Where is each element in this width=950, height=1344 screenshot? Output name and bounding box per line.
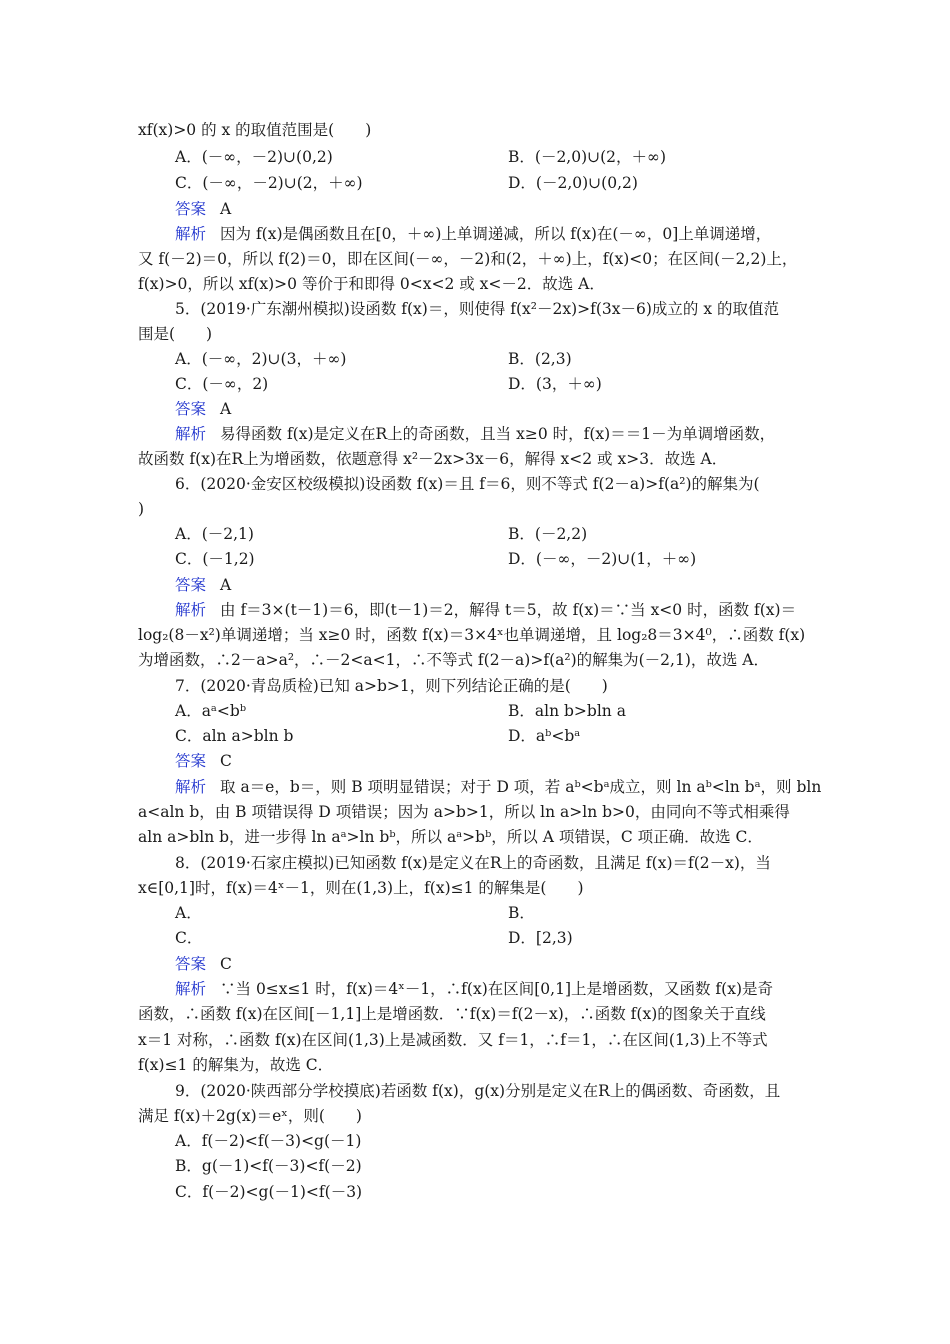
q8-stem: 8．(2019·石家庄模拟)已知函数 f(x)是定义在R上的奇函数，且满足 f(x)＝f(2－x)，当: [175, 854, 771, 872]
q7-analysis-line: 解析 取 a＝e，b＝，则 B 项明显错误；对于 D 项，若 aᵇ<bᵃ成立，则 ln aᵇ<ln bᵃ，则 bln: [175, 778, 822, 796]
q4-stem: xf(x)>0 的 x 的取值范围是( ): [138, 121, 372, 139]
q6-choice-a: A．(－2,1): [175, 525, 254, 543]
q9-stem: 9．(2020·陕西部分学校摸底)若函数 f(x)，g(x)分别是定义在R上的偶函数、奇函数，且: [175, 1082, 781, 1100]
q6-stem: ): [138, 500, 145, 518]
answer-label: 答案: [175, 752, 207, 770]
q5-choice-a: A．(－∞，2)∪(3，＋∞): [175, 350, 347, 368]
q4-choice-b: B．(－2,0)∪(2，＋∞): [508, 148, 666, 166]
q5-answer: [175, 397, 855, 421]
q8-choice-d: D．[2,3): [508, 929, 573, 947]
q7-choice-a: A．aᵃ<bᵇ: [175, 702, 247, 720]
q6-analysis-line: 解析 由 f＝3×(t－1)＝6，即(t－1)＝2，解得 t＝5，故 f(x)＝∵当 x<0 时，函数 f(x)＝: [175, 601, 797, 619]
q8-analysis-line: 解析 ∵当 0≤x≤1 时，f(x)＝4ˣ－1，∴f(x)在区间[0,1]上是增函数，又函数 f(x)是奇: [175, 980, 773, 998]
q9-choice-a: A．f(－2)<f(－3)<g(－1): [175, 1132, 362, 1150]
analysis-label: 解析: [175, 225, 207, 243]
q4-answer: [175, 197, 855, 221]
q4-choice-c: C．(－∞，－2)∪(2，＋∞): [175, 174, 363, 192]
q4-choice-a: A．(－∞，－2)∪(0,2): [175, 148, 333, 166]
q6-choice-c: C．(－1,2): [175, 550, 255, 568]
q8-choice-b: B．: [508, 904, 535, 922]
q4-analysis-line: 又 f(－2)＝0，所以 f(2)＝0，即在区间(－∞，－2)和(2，＋∞)上，f(x)<0；在区间(－2,2)上，: [138, 250, 798, 268]
analysis-label: 解析: [175, 425, 207, 443]
answer-label: 答案: [175, 576, 207, 594]
q8-answer: [175, 952, 855, 976]
q7-stem: 7．(2020·青岛质检)已知 a>b>1，则下列结论正确的是( ): [175, 677, 608, 695]
answer-value: C: [220, 955, 232, 973]
answer-value: A: [220, 200, 232, 218]
q8-analysis-line: x＝1 对称，∴函数 f(x)在区间(1,3)上是减函数．又 f＝1，∴f＝1，∴在区间(1,3)上不等式: [138, 1031, 768, 1049]
q7-analysis-line: a<aln b，由 B 项错误得 D 项错误；因为 a>b>1，所以 ln a>ln b>0，由同向不等式相乘得: [138, 803, 790, 821]
q6-choice-b: B．(－2,2): [508, 525, 588, 543]
q5-stem: 5．(2019·广东潮州模拟)设函数 f(x)＝，则使得 f(x²－2x)>f(3x－6)成立的 x 的取值范: [175, 300, 780, 318]
answer-value: A: [220, 400, 232, 418]
q5-analysis-line: 故函数 f(x)在R上为增函数，依题意得 x²－2x>3x－6，解得 x<2 或 x>3．故选 A．: [138, 450, 728, 468]
q9-stem: 满足 f(x)＋2g(x)＝eˣ，则( ): [138, 1107, 362, 1125]
answer-label: 答案: [175, 400, 207, 418]
answer-label: 答案: [175, 200, 207, 218]
analysis-label: 解析: [175, 601, 207, 619]
q6-analysis-line: 为增函数，∴2－a>a²，∴－2<a<1，∴不等式 f(2－a)>f(a²)的解集为(－2,1)，故选 A．: [138, 651, 769, 669]
q7-choice-b: B．aln b>bln a: [508, 702, 626, 720]
q9-choice-c: C．f(－2)<g(－1)<f(－3): [175, 1183, 363, 1201]
q7-choice-c: C．aln a>bln b: [175, 727, 294, 745]
q8-analysis-line: f(x)≤1 的解集为，故选 C．: [138, 1056, 334, 1074]
q9-choice-b: B．g(－1)<f(－3)<f(－2): [175, 1157, 362, 1175]
q7-answer: [175, 749, 855, 773]
q7-choice-d: D．aᵇ<bᵃ: [508, 727, 581, 745]
q4-analysis-line: f(x)>0，所以 xf(x)>0 等价于和即得 0<x<2 或 x<－2．故选 A．: [138, 275, 605, 293]
q8-stem: x∈[0,1]时，f(x)＝4ˣ－1，则在(1,3)上，f(x)≤1 的解集是( ): [138, 879, 584, 897]
q6-analysis-line: log₂(8－x²)单调递增；当 x≥0 时，函数 f(x)＝3×4ˣ也单调递增，且 log₂8＝3×4⁰，∴函数 f(x): [138, 626, 806, 644]
q6-answer: [175, 573, 855, 597]
q8-choice-a: A．: [175, 904, 202, 922]
q5-stem: 围是( ): [138, 325, 213, 343]
q8-analysis-line: 函数，∴函数 f(x)在区间[－1,1]上是增函数．∵f(x)＝f(2－x)，∴函数 f(x)的图象关于直线: [138, 1005, 766, 1023]
q6-stem: 6．(2020·金安区校级模拟)设函数 f(x)＝且 f＝6，则不等式 f(2－a)>f(a²)的解集为(: [175, 475, 760, 493]
q5-choice-b: B．(2,3): [508, 350, 572, 368]
q8-choice-c: C．: [175, 929, 203, 947]
analysis-label: 解析: [175, 778, 207, 796]
q5-analysis-line: 解析 易得函数 f(x)是定义在R上的奇函数，且当 x≥0 时，f(x)＝＝1－为单调增函数，: [175, 425, 776, 443]
q7-analysis-line: aln a>bln b，进一步得 ln aᵃ>ln bᵇ，所以 aᵃ>bᵇ，所以 A 项错误，C 项正确．故选 C．: [138, 828, 763, 846]
q5-choice-d: D．(3，＋∞): [508, 375, 602, 393]
answer-label: 答案: [175, 955, 207, 973]
answer-value: A: [220, 576, 232, 594]
answer-value: C: [220, 752, 232, 770]
q5-choice-c: C．(－∞，2): [175, 375, 269, 393]
q4-choice-d: D．(－2,0)∪(0,2): [508, 174, 638, 192]
analysis-label: 解析: [175, 980, 207, 998]
q6-choice-d: D．(－∞，－2)∪(1，＋∞): [508, 550, 697, 568]
q4-analysis-line: 解析 因为 f(x)是偶函数且在[0，＋∞)上单调递减，所以 f(x)在(－∞，0]上单调递增，: [175, 225, 772, 243]
